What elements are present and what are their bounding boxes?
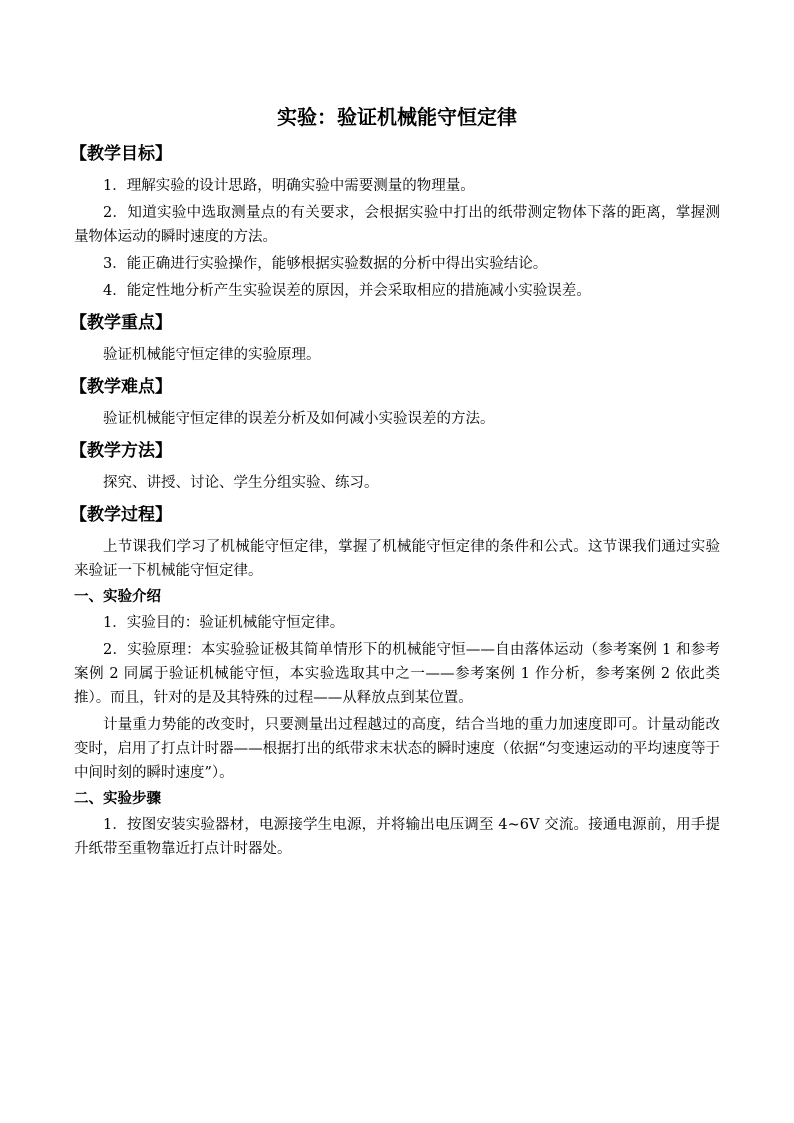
key-points-heading: 【教学重点】 (70, 313, 172, 333)
part2-heading: 二、实验步骤 (74, 791, 161, 807)
goal-item-1: 1．理解实验的设计思路，明确实验中需要测量的物理量。 (103, 178, 475, 194)
goals-heading: 【教学目标】 (70, 144, 172, 164)
methods-text: 探究、讲授、讨论、学生分组实验、练习。 (103, 475, 379, 491)
process-heading: 【教学过程】 (70, 505, 172, 525)
key-points-text: 验证机械能守恒定律的实验原理。 (103, 347, 321, 363)
difficulties-text: 验证机械能守恒定律的误差分析及如何减小实验误差的方法。 (103, 411, 495, 427)
goal-item-3: 3．能正确进行实验操作，能够根据实验数据的分析中得出实验结论。 (103, 256, 548, 272)
goal-item-4: 4．能定性地分析产生实验误差的原因，并会采取相应的措施减小实验误差。 (103, 283, 591, 299)
process-intro: 上节课我们学习了机械能守恒定律，掌握了机械能守恒定律的条件和公式。这节课我们通过实验来验证一下机械能守恒定律。 (74, 539, 720, 579)
part1-para-3: 计量重力势能的改变时，只要测量出过程越过的高度，结合当地的重力加速度即可。计量动能改变时，启用了打点计时器——根据打出的纸带求末状态的瞬时速度（依据“匀变速运动的平均速度等于中间时刻的瞬时速度”）。 (74, 717, 720, 781)
page-title: 实验：验证机械能守恒定律 (277, 105, 517, 129)
part2-para-1: 1．按图安装实验器材，电源接学生电源，并将输出电压调至 4~6V 交流。接通电源前，用手提升纸带至重物靠近打点计时器处。 (74, 817, 720, 857)
part1-heading: 一、实验介绍 (74, 589, 161, 605)
goal-item-2: 2．知道实验中选取测量点的有关要求，会根据实验中打出的纸带测定物体下落的距离，掌握测量物体运动的瞬时速度的方法。 (74, 205, 720, 245)
part1-para-1: 1．实验目的：验证机械能守恒定律。 (103, 615, 345, 631)
part1-para-2: 2．实验原理：本实验验证极其简单情形下的机械能守恒——自由落体运动（参考案例 1 和参考案例 2 同属于验证机械能守恒，本实验选取其中之一——参考案例 1 作分析，参考案例 2 依此类推）。而且，针对的是及其特殊的过程——从释放点到某位置。 (74, 642, 720, 706)
methods-heading: 【教学方法】 (70, 441, 172, 461)
difficulties-heading: 【教学难点】 (70, 377, 172, 397)
